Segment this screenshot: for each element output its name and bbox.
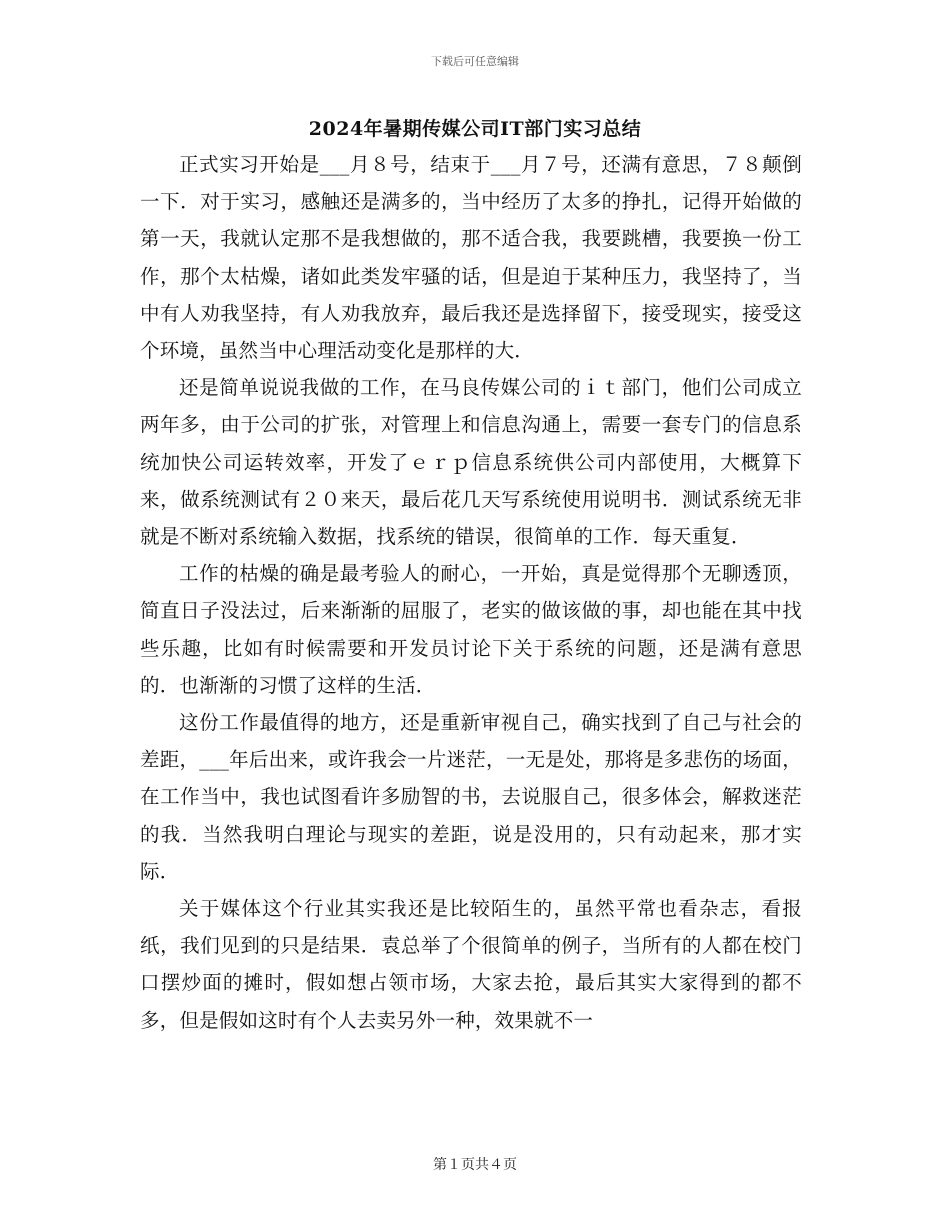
document-body [140, 146, 802, 1039]
document-title: 2024年暑期传媒公司IT部门实习总结 [308, 118, 642, 140]
header-note: 下载后可任意编辑 [431, 55, 519, 68]
paragraph-4: 这份工作最值得的地方，还是重新审视自己，确实找到了自己与社会的差距，___年后出来，或许我会一片迷茫，一无是处，那将是多悲伤的场面，在工作当中，我也试图看许多励智的书，去说服自己，很多体会，解救迷茫的我．当然我明白理论与现实的差距，说是没用的，只有动起来，那才实际． [140, 711, 802, 883]
page-footer: 第１页共４页 [433, 1157, 517, 1173]
paragraph-2: 还是简单说说我做的工作，在马良传媒公司的ｉｔ部门，他们公司成立两年多，由于公司的扩张，对管理上和信息沟通上，需要一套专门的信息系统加快公司运转效率，开发了ｅｒｐ信息系统供公司内部使用，大概算下来，做系统测试有２０来天，最后花几天写系统使用说明书．测试系统无非就是不断对系统输入数据，找系统的错误，很简单的工作．每天重复． [140, 376, 802, 549]
paragraph-5: 关于媒体这个行业其实我还是比较陌生的，虽然平常也看杂志，看报纸，我们见到的只是结果．袁总举了个很简单的例子，当所有的人都在校门口摆炒面的摊时，假如想占领市场，大家去抢，最后其实大家得到的都不多，但是假如这时有个人去卖另外一种，效果就不一 [140, 897, 802, 1032]
paragraph-1: 正式实习开始是___月８号，结束于___月７号，还满有意思，７８颠倒一下．对于实习，感触还是满多的，当中经历了太多的挣扎，记得开始做的第一天，我就认定那不是我想做的，那不适合我，我要跳槽，我要换一份工作，那个太枯燥，诸如此类发牢骚的话，但是迫于某种压力，我坚持了，当中有人劝我坚持，有人劝我放弃，最后我还是选择留下，接受现实，接受这个环境，虽然当中心理活动变化是那样的大． [140, 153, 802, 363]
paragraph-3: 工作的枯燥的确是最考验人的耐心，一开始，真是觉得那个无聊透顶，简直日子没法过，后来渐渐的屈服了，老实的做该做的事，却也能在其中找些乐趣，比如有时候需要和开发员讨论下关于系统的问题，还是满有意思的．也渐渐的习惯了这样的生活． [140, 562, 802, 697]
